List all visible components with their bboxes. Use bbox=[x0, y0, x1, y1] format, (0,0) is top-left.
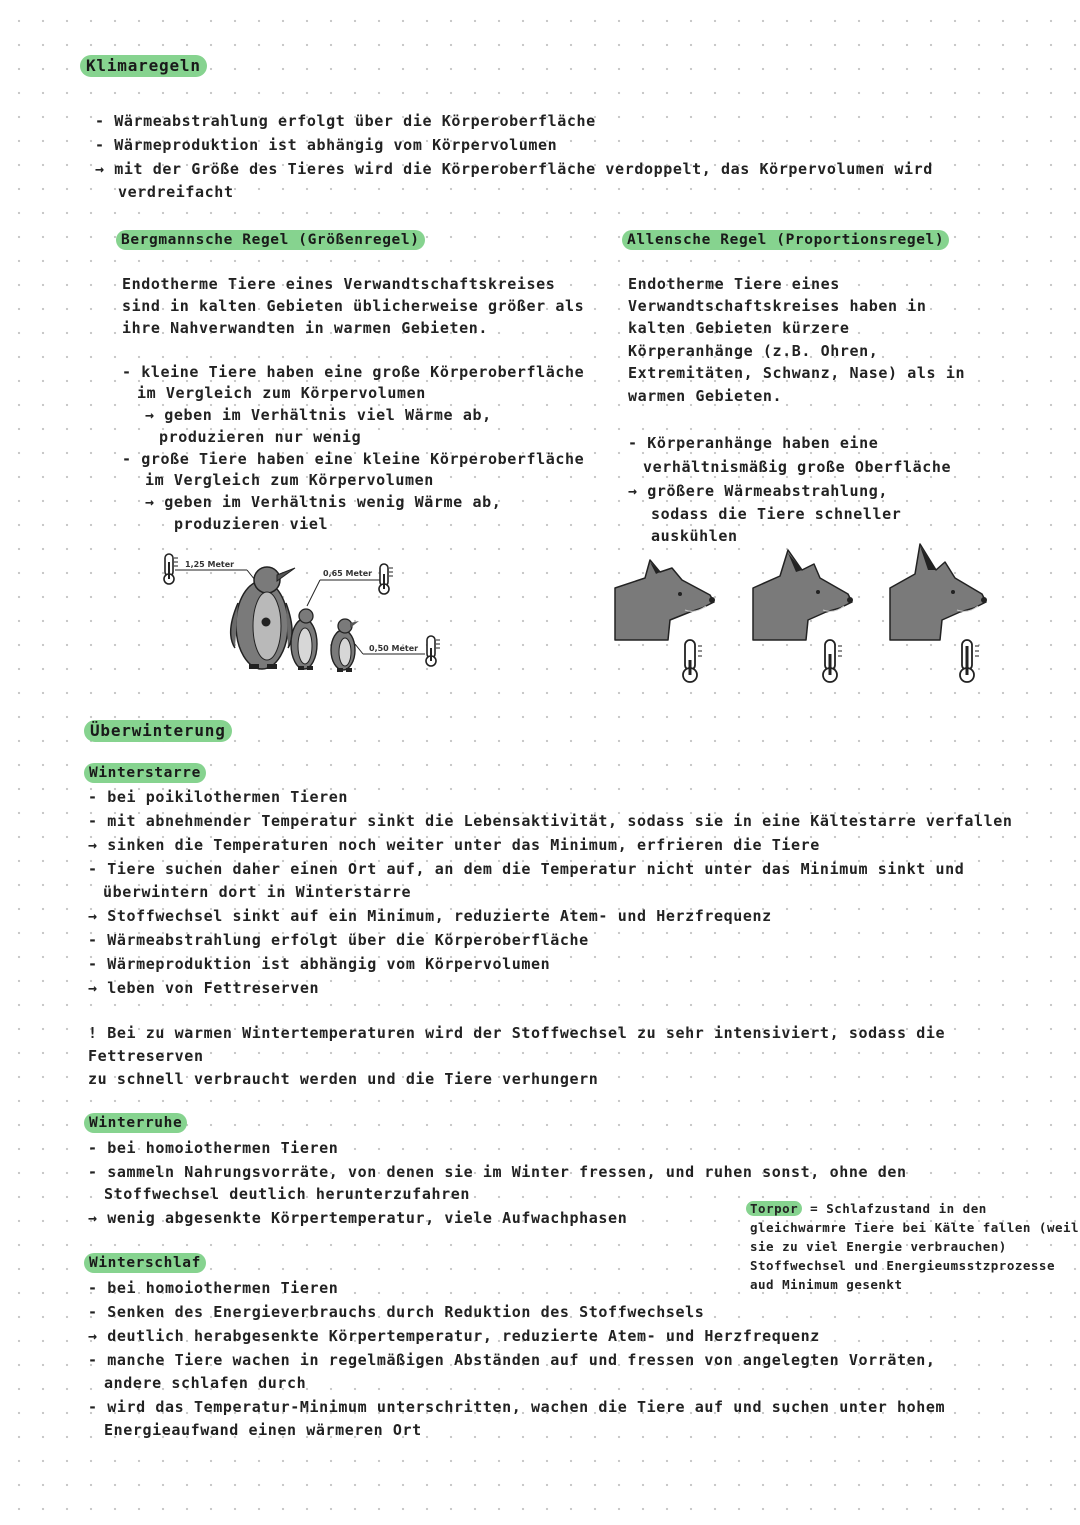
winterstarre-note-line: ! Bei zu warmen Wintertemperaturen wird der Stoffwechsel zu sehr intensiviert, sodass die bbox=[88, 1024, 946, 1042]
winterschlaf-title: Winterschlaf bbox=[84, 1253, 206, 1273]
winterstarre-line: - Wärmeabstrahlung erfolgt über die Körperoberfläche bbox=[88, 931, 589, 949]
label-medium-penguin: 0,65 Meter bbox=[323, 569, 373, 578]
torpor-line: Stoffwechsel und Energieumsstzprozesse bbox=[750, 1258, 1055, 1273]
allen-intro-line: kalten Gebieten kürzere bbox=[628, 319, 850, 337]
allen-point: → größere Wärmeabstrahlung, bbox=[628, 482, 889, 500]
winterruhe-line: Stoffwechsel deutlich herunterzufahren bbox=[104, 1185, 470, 1203]
fox-head-warm bbox=[890, 544, 987, 640]
bergmann-point: - kleine Tiere haben eine große Körperoberfläche bbox=[122, 363, 585, 381]
klima-line: - Wärmeabstrahlung erfolgt über die Körperoberfläche bbox=[95, 112, 596, 130]
torpor-term: Torpor bbox=[746, 1201, 802, 1216]
ueberwinterung-title: Überwinterung bbox=[84, 720, 232, 742]
winterruhe-title: Winterruhe bbox=[84, 1113, 187, 1133]
allen-intro-line: Extremitäten, Schwanz, Nase) als in bbox=[628, 364, 966, 382]
label-small-penguin: 0,50 Meter bbox=[369, 644, 419, 653]
medium-penguin bbox=[291, 609, 317, 670]
small-penguin bbox=[331, 619, 359, 672]
bergmann-intro-line: Endotherme Tiere eines Verwandtschaftskreises bbox=[122, 275, 556, 293]
winterstarre-line: - Tiere suchen daher einen Ort auf, an dem die Temperatur nicht unter das Minimum sinkt und bbox=[88, 860, 965, 878]
winterschlaf-line: Energieaufwand einen wärmeren Ort bbox=[104, 1421, 422, 1439]
thermometer-icon bbox=[379, 564, 393, 594]
bergmann-point: produzieren viel bbox=[174, 515, 329, 533]
allen-point: verhältnismäßig große Oberfläche bbox=[643, 458, 952, 476]
klima-line: - Wärmeproduktion ist abhängig vom Körpervolumen bbox=[95, 136, 558, 154]
thermometer-icon bbox=[823, 640, 842, 682]
allen-point: auskühlen bbox=[651, 527, 738, 545]
winterschlaf-line: - manche Tiere wachen in regelmäßigen Abständen auf und fressen von angelegten Vorräten, bbox=[88, 1351, 936, 1369]
klimaregeln-title: Klimaregeln bbox=[80, 55, 207, 77]
bergmann-point: produzieren nur wenig bbox=[159, 428, 362, 446]
winterstarre-line: → sinken die Temperaturen noch weiter unter das Minimum, erfrieren die Tiere bbox=[88, 836, 820, 854]
bergmann-title: Bergmannsche Regel (Größenregel) bbox=[116, 230, 425, 250]
winterschlaf-line: - bei homoiothermen Tieren bbox=[88, 1279, 339, 1297]
allen-intro-line: warmen Gebieten. bbox=[628, 387, 783, 405]
label-large-penguin: 1,25 Meter bbox=[185, 560, 235, 569]
torpor-line: gleichwarmre Tiere bei Kälte fallen (weil bbox=[750, 1220, 1080, 1235]
winterstarre-line: - Wärmeproduktion ist abhängig vom Körpervolumen bbox=[88, 955, 551, 973]
winterstarre-note-line: zu schnell verbraucht werden und die Tiere verhungern bbox=[88, 1070, 599, 1088]
allen-point: - Körperanhänge haben eine bbox=[628, 434, 879, 452]
winterstarre-title: Winterstarre bbox=[84, 763, 206, 783]
allen-title: Allensche Regel (Proportionsregel) bbox=[622, 230, 949, 250]
winterschlaf-line: andere schlafen durch bbox=[104, 1374, 307, 1392]
allen-intro-line: Endotherme Tiere eines bbox=[628, 275, 840, 293]
torpor-line: sie zu viel Energie verbrauchen) bbox=[750, 1239, 1007, 1254]
allen-point: sodass die Tiere schneller bbox=[651, 505, 902, 523]
thermometer-icon bbox=[683, 640, 702, 682]
winterstarre-line: - mit abnehmender Temperatur sinkt die Lebensaktivität, sodass sie in eine Kältestarre verfallen bbox=[88, 812, 1013, 830]
torpor-first-line bbox=[746, 1199, 1075, 1218]
bergmann-intro-line: ihre Nahverwandten in warmen Gebieten. bbox=[122, 319, 488, 337]
winterruhe-line: → wenig abgesenkte Körpertemperatur, viele Aufwachphasen bbox=[88, 1209, 628, 1227]
winterstarre-line: überwintern dort in Winterstarre bbox=[103, 883, 412, 901]
penguin-illustration bbox=[155, 548, 455, 678]
large-penguin bbox=[231, 567, 295, 669]
winterstarre-line: - bei poikilothermen Tieren bbox=[88, 788, 349, 806]
klima-line: → mit der Größe des Tieres wird die Körperoberfläche verdoppelt, das Körpervolumen wird bbox=[95, 160, 933, 178]
fox-head-cold bbox=[615, 560, 715, 640]
bergmann-point: → geben im Verhältnis wenig Wärme ab, bbox=[145, 493, 502, 511]
allen-intro-line: Verwandtschaftskreises haben in bbox=[628, 297, 927, 315]
klima-line: verdreifacht bbox=[118, 183, 234, 201]
bergmann-point: im Vergleich zum Körpervolumen bbox=[137, 384, 426, 402]
allen-intro-line: Körperanhänge (z.B. Ohren, bbox=[628, 342, 879, 360]
winterschlaf-line: → deutlich herabgesenkte Körpertemperatur, reduzierte Atem- und Herzfrequenz bbox=[88, 1327, 820, 1345]
fox-head-temperate bbox=[753, 550, 853, 640]
torpor-line: aud Minimum gesenkt bbox=[750, 1277, 903, 1292]
winterruhe-line: - sammeln Nahrungsvorräte, von denen sie im Winter fressen, und ruhen sonst, ohne den bbox=[88, 1163, 907, 1181]
winterruhe-line: - bei homoiothermen Tieren bbox=[88, 1139, 339, 1157]
winterstarre-line: → Stoffwechsel sinkt auf ein Minimum, reduzierte Atem- und Herzfrequenz bbox=[88, 907, 772, 925]
winterschlaf-line: - wird das Temperatur-Minimum unterschritten, wachen die Tiere auf und suchen unter hohem bbox=[88, 1398, 946, 1416]
winterstarre-note-line: Fettreserven bbox=[88, 1047, 204, 1065]
bergmann-point: → geben im Verhältnis viel Wärme ab, bbox=[145, 406, 492, 424]
winterstarre-line: → leben von Fettreserven bbox=[88, 979, 320, 997]
fox-heads-illustration bbox=[610, 540, 1000, 695]
winterschlaf-line: - Senken des Energieverbrauchs durch Reduktion des Stoffwechsels bbox=[88, 1303, 705, 1321]
torpor-definition-start: = Schlafzustand in den bbox=[802, 1201, 987, 1216]
bergmann-point: im Vergleich zum Körpervolumen bbox=[145, 471, 434, 489]
thermometer-icon bbox=[164, 554, 178, 584]
torpor-note bbox=[746, 1199, 1080, 1294]
bergmann-intro-line: sind in kalten Gebieten üblicherweise größer als bbox=[122, 297, 585, 315]
bergmann-point: - große Tiere haben eine kleine Körperoberfläche bbox=[122, 450, 585, 468]
thermometer-icon bbox=[426, 636, 440, 666]
thermometer-icon bbox=[960, 640, 979, 682]
